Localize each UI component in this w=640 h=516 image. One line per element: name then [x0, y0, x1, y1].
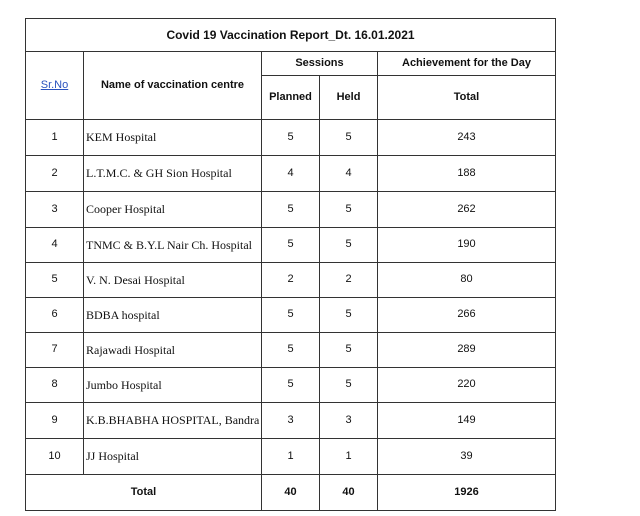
total-cell: 149 — [378, 403, 556, 439]
sr-cell: 10 — [26, 439, 84, 475]
centre-cell: KEM Hospital — [84, 120, 262, 156]
table-row — [26, 192, 556, 228]
total-cell: 39 — [378, 439, 556, 475]
total-cell: 266 — [378, 298, 556, 333]
planned-cell: 5 — [262, 120, 320, 156]
held-cell: 1 — [320, 439, 378, 475]
held-header: Held — [320, 76, 378, 120]
total-cell: 262 — [378, 192, 556, 228]
centre-cell: TNMC & B.Y.L Nair Ch. Hospital — [84, 228, 262, 263]
sr-cell: 2 — [26, 156, 84, 192]
centre-cell: Jumbo Hospital — [84, 368, 262, 403]
table-row — [26, 156, 556, 192]
total-cell: 190 — [378, 228, 556, 263]
sr-cell: 9 — [26, 403, 84, 439]
held-cell: 2 — [320, 263, 378, 298]
centre-cell: V. N. Desai Hospital — [84, 263, 262, 298]
centre-header: Name of vaccination centre — [84, 52, 262, 120]
centre-cell: K.B.BHABHA HOSPITAL, Bandra — [84, 403, 262, 439]
sr-cell: 8 — [26, 368, 84, 403]
sr-cell: 4 — [26, 228, 84, 263]
centre-cell: L.T.M.C. & GH Sion Hospital — [84, 156, 262, 192]
planned-cell: 2 — [262, 263, 320, 298]
total-held: 40 — [320, 475, 378, 511]
sr-cell: 6 — [26, 298, 84, 333]
planned-cell: 1 — [262, 439, 320, 475]
sr-cell: 5 — [26, 263, 84, 298]
vaccination-report-table — [25, 18, 556, 511]
table-row — [26, 228, 556, 263]
table-row — [26, 439, 556, 475]
planned-cell: 5 — [262, 368, 320, 403]
centre-cell: Cooper Hospital — [84, 192, 262, 228]
table-row — [26, 298, 556, 333]
planned-cell: 5 — [262, 228, 320, 263]
held-cell: 5 — [320, 192, 378, 228]
planned-cell: 4 — [262, 156, 320, 192]
total-achievement: 1926 — [378, 475, 556, 511]
table-row — [26, 263, 556, 298]
table-row — [26, 120, 556, 156]
total-row — [26, 475, 556, 511]
sr-cell: 3 — [26, 192, 84, 228]
total-header: Total — [378, 76, 556, 120]
planned-cell: 5 — [262, 298, 320, 333]
report-title: Covid 19 Vaccination Report_Dt. 16.01.2021 — [26, 19, 556, 52]
planned-cell: 5 — [262, 333, 320, 368]
table-row — [26, 403, 556, 439]
total-cell: 80 — [378, 263, 556, 298]
total-cell: 289 — [378, 333, 556, 368]
table-row — [26, 333, 556, 368]
sr-cell: 1 — [26, 120, 84, 156]
achievement-header: Achievement for the Day — [378, 52, 556, 76]
table-row — [26, 368, 556, 403]
srno-link[interactable]: Sr.No — [40, 78, 69, 91]
centre-cell: BDBA hospital — [84, 298, 262, 333]
held-cell: 5 — [320, 228, 378, 263]
planned-cell: 5 — [262, 192, 320, 228]
held-cell: 3 — [320, 403, 378, 439]
centre-cell: Rajawadi Hospital — [84, 333, 262, 368]
planned-cell: 3 — [262, 403, 320, 439]
sr-cell: 7 — [26, 333, 84, 368]
total-label: Total — [26, 475, 262, 511]
planned-header: Planned — [262, 76, 320, 120]
total-cell: 243 — [378, 120, 556, 156]
held-cell: 5 — [320, 298, 378, 333]
held-cell: 5 — [320, 333, 378, 368]
centre-cell: JJ Hospital — [84, 439, 262, 475]
held-cell: 4 — [320, 156, 378, 192]
held-cell: 5 — [320, 368, 378, 403]
srno-header-cell — [26, 52, 84, 120]
held-cell: 5 — [320, 120, 378, 156]
total-planned: 40 — [262, 475, 320, 511]
total-cell: 220 — [378, 368, 556, 403]
total-cell: 188 — [378, 156, 556, 192]
sessions-header: Sessions — [262, 52, 378, 76]
